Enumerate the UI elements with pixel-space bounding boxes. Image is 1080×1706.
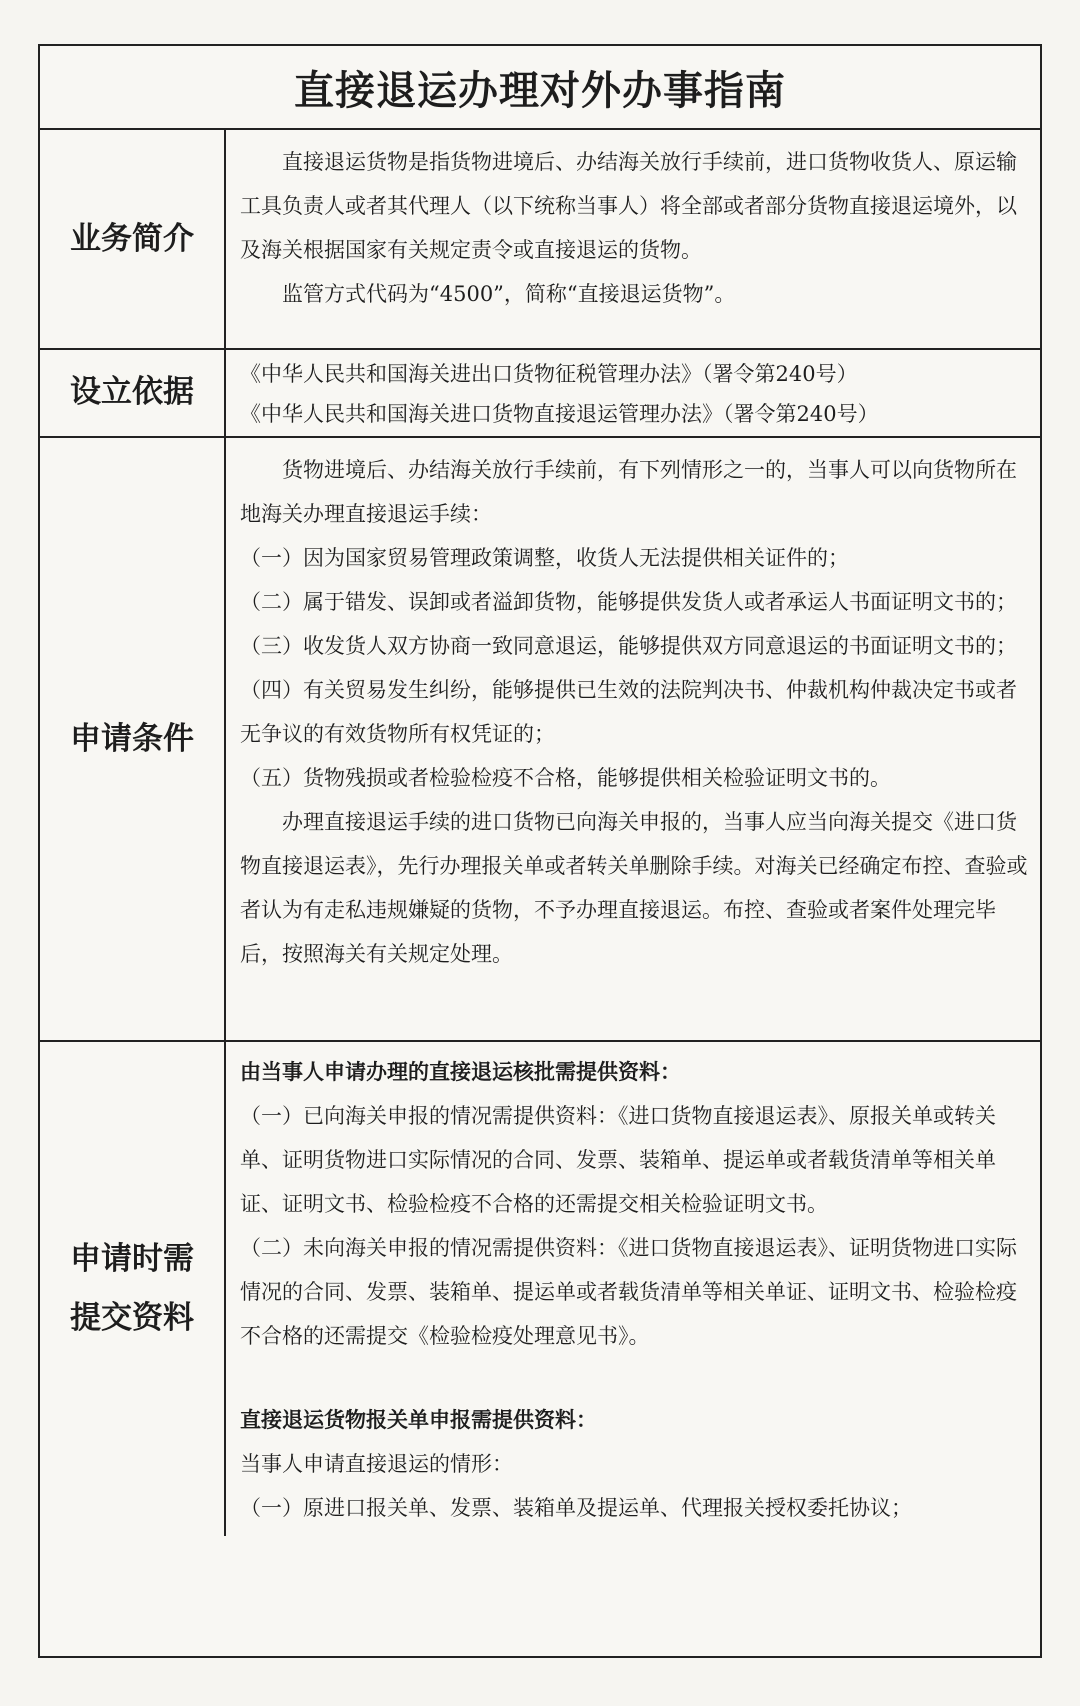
spacer bbox=[240, 1358, 1032, 1398]
list-item: （一）已向海关申报的情况需提供资料：《进口货物直接退运表》、原报关单或转关单、证明货物进口实际情况的合同、发票、装箱单、提运单或者载货清单等相关单证、证明文书、检验检疫不合格的还需提交相关检验证明文书。 bbox=[240, 1104, 996, 1216]
paragraph: 办理直接退运手续的进口货物已向海关申报的，当事人应当向海关提交《进口货物直接退运表》，先行办理报关单或者转关单删除手续。对海关已经确定布控、查验或者认为有走私违规嫌疑的货物，不予办理直接退运。布控、查验或者案件处理完毕后，按照海关有关规定处理。 bbox=[240, 810, 1028, 966]
list-item: （二）未向海关申报的情况需提供资料：《进口货物直接退运表》、证明货物进口实际情况的合同、发票、装箱单、提运单或者载货清单等相关单证、证明文书、检验检疫不合格的还需提交《检验检疫处理意见书》。 bbox=[240, 1236, 1017, 1348]
section-business-intro bbox=[40, 130, 1040, 350]
section-legal-basis bbox=[40, 350, 1040, 438]
paragraph: 当事人申请直接退运的情形： bbox=[240, 1452, 513, 1476]
section-content bbox=[226, 350, 1040, 436]
paragraph: 货物进境后、办结海关放行手续前，有下列情形之一的，当事人可以向货物所在地海关办理直接退运手续： bbox=[240, 458, 1017, 526]
section-content bbox=[226, 438, 1040, 1040]
section-label-line: 提交资料 bbox=[70, 1300, 194, 1336]
list-item: （二）属于错发、误卸或者溢卸货物，能够提供发货人或者承运人书面证明文书的； bbox=[240, 590, 1017, 614]
paragraph: 《中华人民共和国海关进出口货物征税管理办法》（署令第240号） bbox=[240, 362, 858, 386]
paragraph: 监管方式代码为“4500”，简称“直接退运货物”。 bbox=[282, 282, 736, 306]
section-required-documents bbox=[40, 1042, 1040, 1536]
section-label bbox=[40, 1042, 226, 1536]
section-label: 申请条件 bbox=[40, 438, 226, 1040]
guide-document bbox=[38, 44, 1042, 1658]
paragraph: 直接退运货物是指货物进境后、办结海关放行手续前，进口货物收货人、原运输工具负责人或者其代理人（以下统称当事人）将全部或者部分货物直接退运境外，以及海关根据国家有关规定责令或直接退运的货物。 bbox=[240, 150, 1017, 262]
section-content bbox=[226, 1042, 1040, 1536]
list-item: （五）货物残损或者检验检疫不合格，能够提供相关检验证明文书的。 bbox=[240, 766, 891, 790]
document-title: 直接退运办理对外办事指南 bbox=[40, 46, 1040, 130]
subheading: 由当事人申请办理的直接退运核批需提供资料： bbox=[240, 1059, 681, 1084]
paragraph: 《中华人民共和国海关进口货物直接退运管理办法》（署令第240号） bbox=[240, 402, 879, 426]
section-conditions bbox=[40, 438, 1040, 1042]
list-item: （三）收发货人双方协商一致同意退运，能够提供双方同意退运的书面证明文书的； bbox=[240, 634, 1017, 658]
section-content bbox=[226, 130, 1040, 348]
section-label-line: 申请时需 bbox=[70, 1241, 194, 1278]
section-label: 业务简介 bbox=[40, 130, 226, 348]
list-item: （一）因为国家贸易管理政策调整，收货人无法提供相关证件的； bbox=[240, 546, 849, 570]
list-item: （一）原进口报关单、发票、装箱单及提运单、代理报关授权委托协议； bbox=[240, 1496, 912, 1520]
list-item: （四）有关贸易发生纠纷，能够提供已生效的法院判决书、仲裁机构仲裁决定书或者无争议的有效货物所有权凭证的； bbox=[240, 678, 1017, 746]
subheading: 直接退运货物报关单申报需提供资料： bbox=[240, 1407, 597, 1432]
section-label: 设立依据 bbox=[40, 350, 226, 436]
